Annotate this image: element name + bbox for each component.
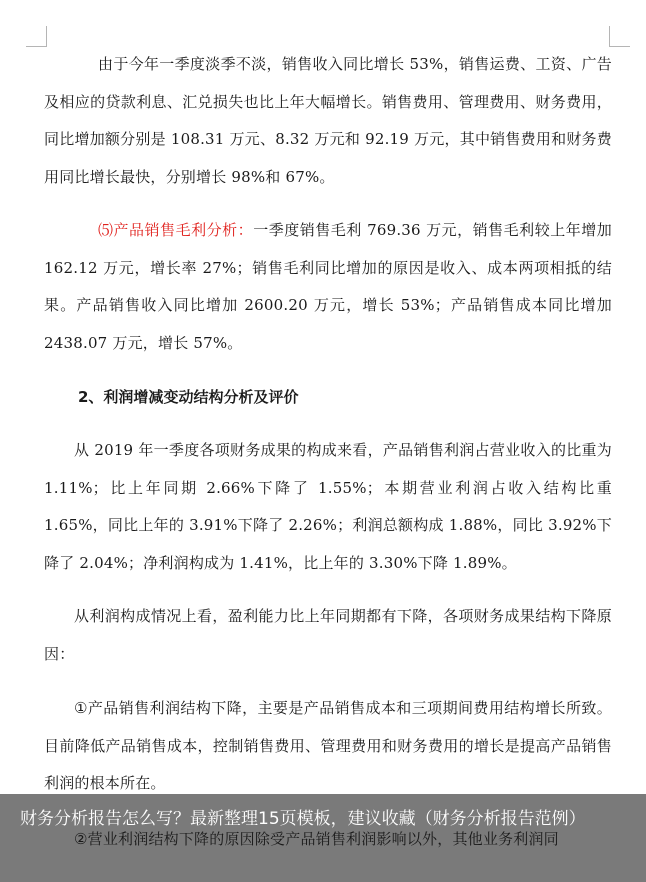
gross-profit-body: 一季度销售毛利 769.36 万元，销售毛利较上年增加 162.12 万元，增长率 27%；销售毛利同比增加的原因是收入、成本两项相抵的结果。产品销售收入同比增加 2600.20 万元，增长 53%；产品销售成本同比增加 2438.07 万元，增长 57%。	[44, 221, 612, 352]
paragraph-reason-1: ①产品销售利润结构下降，主要是产品销售成本和三项期间费用结构增长所致。目前降低产品销售成本，控制销售费用、管理费用和财务费用的增长是提高产品销售利润的根本所在。	[44, 699, 612, 792]
section-heading: 2、利润增减变动结构分析及评价	[78, 388, 299, 406]
paragraph-profit-structure: 从 2019 年一季度各项财务成果的构成来看，产品销售利润占营业收入的比重为 1.11%；比上年同期 2.66%下降了 1.55%；本期营业利润占收入结构比重 1.65%，同比上年的 3.91%下降了 2.26%；利润总额构成 1.88%，同比 3.92%下降了 2.04%；净利润构成为 1.41%，比上年的 3.30%下降 1.89%。	[44, 441, 612, 572]
margin-corner-top-right	[609, 26, 630, 47]
paragraph-profit-composition: 从利润构成情况上看，盈利能力比上年同期都有下降，各项财务成果结构下降原因：	[44, 607, 612, 663]
paragraph-expenses: 由于今年一季度淡季不淡，销售收入同比增长 53%，销售运费、工资、广告及相应的贷款利息、汇兑损失也比上年大幅增长。销售费用、管理费用、财务费用，同比增加额分别是 108.31 万元、8.32 万元和 92.19 万元，其中销售费用和财务费用同比增长最快，分别增长 98%和 67%。	[44, 55, 612, 186]
overlay-title: 财务分析报告怎么写？最新整理15页模板，建议收藏（财务分析报告范例）	[20, 809, 586, 829]
paragraph-gross-profit	[44, 212, 612, 362]
gross-profit-label: ⑸产品销售毛利分析：	[98, 221, 254, 239]
margin-corner-top-left	[26, 26, 47, 47]
